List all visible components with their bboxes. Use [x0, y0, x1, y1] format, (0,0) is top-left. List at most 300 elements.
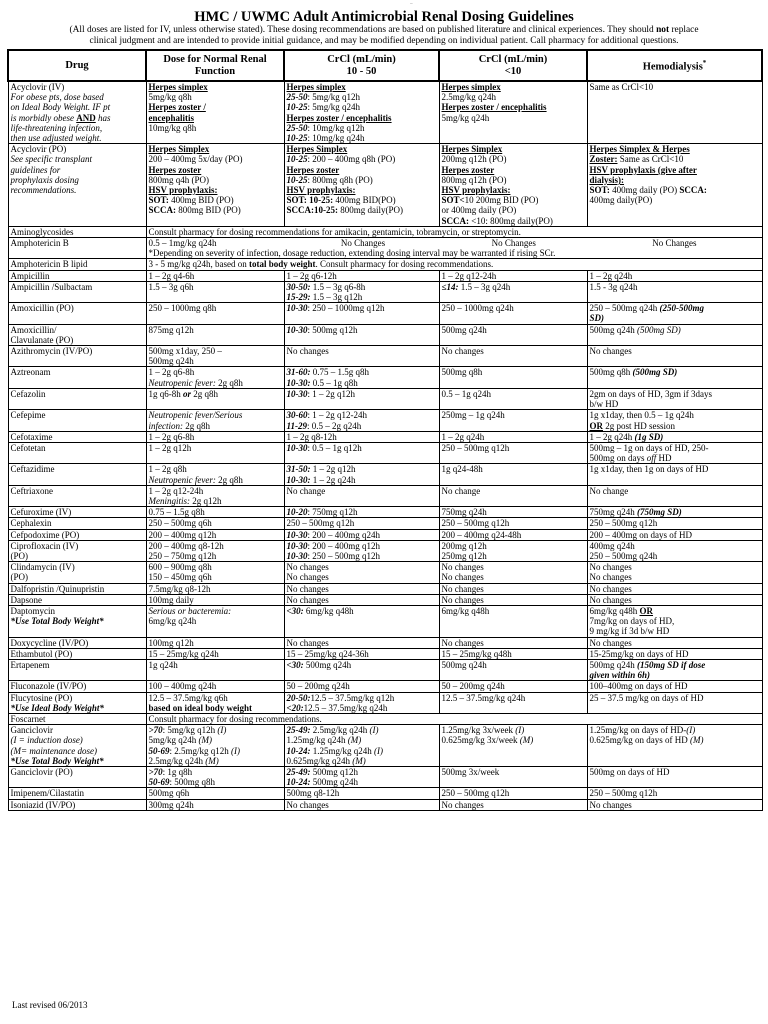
- cell-text: 250 – 500mg q12h: [286, 518, 355, 529]
- cell-text: HSV prophylaxis:: [286, 185, 356, 196]
- cell-line: [149, 584, 282, 594]
- table-row: [8, 281, 762, 302]
- table-row: [8, 507, 762, 518]
- hemodialysis-cell: [587, 605, 762, 637]
- cell-line: [149, 649, 282, 659]
- cell-text: 500mg on days of HD: [589, 767, 670, 777]
- cell-line: [442, 195, 585, 205]
- cell-text: 5mg/kg q24h: [441, 112, 490, 123]
- cell-text: Same as CrCl<10: [589, 82, 654, 92]
- cell-line: [287, 325, 437, 335]
- drug-cell: [8, 648, 146, 659]
- crcl-10-50-cell: [284, 799, 439, 810]
- cell-line: [11, 725, 144, 735]
- cell-text: 11-29: [286, 420, 308, 431]
- cell-text: No changes: [286, 637, 329, 648]
- hemodialysis-cell: [587, 594, 762, 605]
- cell-text: 200mg BID (PO): [473, 195, 539, 206]
- cell-text: OR: [589, 420, 603, 431]
- cell-line: [11, 767, 144, 777]
- hemodialysis-cell: [587, 410, 762, 431]
- drug-cell: [8, 713, 146, 724]
- cell-text: Herpes simplex: [286, 82, 346, 92]
- cell-line: [11, 144, 144, 154]
- crcl-10-50-cell: [284, 324, 439, 345]
- cell-text: (I): [515, 725, 525, 736]
- header-mark: ~: [410, 2, 413, 7]
- cell-text: encephalitis: [148, 112, 195, 123]
- crcl-lt-10-cell: [439, 529, 587, 540]
- drug-cell: [8, 431, 146, 442]
- cell-text: off: [646, 453, 657, 464]
- cell-line: [590, 165, 760, 175]
- cell-text: OR: [639, 605, 654, 616]
- cell-line: [287, 518, 437, 528]
- note-cell: [146, 226, 762, 237]
- crcl-lt-10-cell: [439, 767, 587, 788]
- cell-line: [590, 399, 760, 409]
- cell-line: [590, 154, 760, 164]
- cell-line: [149, 227, 760, 237]
- cell-text: *Use Total Body Weight*: [10, 616, 104, 627]
- table-row: [8, 692, 762, 713]
- cell-text: 500mg q8-12h: [286, 788, 340, 799]
- cell-line: [590, 421, 760, 431]
- intro-text-a: (All doses are listed for IV, unless otherwise stated). These dosing recommendations are based on published literature and clinical experiences. They should: [69, 25, 657, 35]
- header-hemodialysis: Hemodialysis*: [587, 50, 762, 81]
- cell-line: [149, 714, 760, 724]
- cell-text: : 10mg/kg q12h: [307, 122, 365, 133]
- cell-line: [287, 595, 437, 605]
- cell-text: (I): [369, 725, 379, 736]
- cell-text: 1 – 2g q24h: [589, 270, 633, 281]
- cell-text: 10: [464, 195, 474, 206]
- cell-line: [442, 346, 585, 356]
- crcl-lt-10-cell: [439, 788, 587, 799]
- cell-line: [11, 175, 144, 185]
- hemodialysis-cell: [587, 270, 762, 281]
- cell-line: [590, 410, 760, 420]
- cell-line: [288, 238, 438, 248]
- cell-text: 1.5 – 3g q6-8h: [310, 281, 366, 292]
- normal-dose-cell: [146, 799, 284, 810]
- crcl-10-50-cell: [284, 540, 439, 561]
- cell-line: [149, 788, 282, 798]
- cell-line: [590, 175, 760, 185]
- cell-line: [442, 144, 585, 154]
- cell-text: 25-49:: [286, 767, 311, 777]
- cell-line: [11, 227, 144, 237]
- cell-line: [442, 638, 585, 648]
- cell-text: 10-25: [286, 133, 308, 144]
- cell-text: : 1g q8h: [162, 767, 193, 777]
- cell-text: 100–400mg on days of HD: [589, 681, 688, 692]
- cell-text: prophylaxis dosing: [10, 174, 79, 185]
- cell-text: 875mg q12h: [148, 324, 194, 335]
- cell-text: (250-500mg: [657, 303, 705, 314]
- cell-line: [149, 102, 282, 112]
- cell-text: 800mg q4h (PO): [148, 174, 209, 185]
- cell-line: [442, 660, 585, 670]
- crcl-10-50-cell: [284, 144, 439, 227]
- cell-line: [11, 746, 144, 756]
- normal-dose-cell: [146, 485, 284, 506]
- cell-text: : 0.5 – 2g q24h: [307, 420, 362, 431]
- cell-text: (M): [519, 735, 534, 746]
- cell-line: [11, 530, 144, 540]
- cell-text: 10-30: [286, 442, 308, 453]
- drug-cell: [8, 324, 146, 345]
- cell-line: [11, 486, 144, 496]
- hemodialysis-cell: [587, 388, 762, 409]
- cell-text: 750mg q24h: [441, 507, 487, 518]
- cell-text: Flucytosine (PO): [10, 692, 73, 703]
- cell-line: [287, 530, 437, 540]
- cell-text: Ganciclovir: [10, 725, 53, 736]
- cell-line: [590, 443, 760, 453]
- normal-dose-cell: [146, 518, 284, 529]
- cell-text: 15 – 25mg/kg q48h: [441, 648, 512, 659]
- cell-text: 400mg daily(PO): [589, 195, 653, 206]
- cell-text: No change: [589, 485, 629, 496]
- cell-line: [287, 113, 437, 123]
- cell-text: 10-30:: [286, 474, 311, 485]
- normal-dose-cell: [146, 442, 284, 463]
- cell-text: SOT<: [441, 195, 465, 206]
- table-row: [8, 583, 762, 594]
- cell-text: Daptomycin: [10, 605, 55, 616]
- cell-line: [11, 133, 144, 143]
- cell-line: [149, 165, 282, 175]
- cell-text: 500mg q8h: [441, 367, 483, 378]
- cell-text: dialysis):: [589, 174, 625, 185]
- cell-text: : 250 – 1000mg q12h: [307, 303, 385, 314]
- crcl-lt-10-cell: [439, 681, 587, 692]
- table-row: [8, 605, 762, 637]
- drug-cell: [8, 788, 146, 799]
- normal-dose-cell: [146, 367, 284, 388]
- cell-line: [590, 735, 760, 745]
- drug-cell: [8, 485, 146, 506]
- normal-dose-cell: [146, 464, 284, 485]
- cell-line: [442, 303, 585, 313]
- cell-line: [590, 572, 760, 582]
- cell-line: [590, 432, 760, 442]
- cell-line: [11, 800, 144, 810]
- crcl-lt-10-cell: [439, 388, 587, 409]
- crcl-10-50-cell: [284, 507, 439, 518]
- cell-line: [11, 259, 144, 269]
- table-row: [8, 485, 762, 506]
- cell-text: Herpes simplex: [148, 82, 208, 92]
- note-cell: [146, 259, 762, 270]
- hemodialysis-cell: [587, 788, 762, 799]
- cell-line: [590, 767, 760, 777]
- cell-text: 50 – 200mg q24h: [286, 681, 350, 692]
- cell-text: 200 – 400mg on days of HD: [589, 529, 692, 540]
- cell-line: [11, 660, 144, 670]
- cell-text: : 2.5mg/kg q12h: [169, 745, 232, 756]
- table-row: [8, 767, 762, 788]
- cell-text: Foscarnet: [10, 713, 46, 724]
- cell-line: [442, 649, 585, 659]
- drug-cell: [8, 410, 146, 431]
- cell-text: b/w HD: [589, 399, 619, 410]
- cell-text: 25 – 37.5 mg/kg on days of HD: [589, 692, 704, 703]
- cell-text: SCCA:: [441, 215, 470, 226]
- crcl-10-50-cell: [284, 367, 439, 388]
- cell-text: . Consult pharmacy for dosing recommendations.: [315, 259, 494, 270]
- cell-line: [442, 154, 585, 164]
- cell-text: : 250 – 500mg q12h: [307, 550, 381, 561]
- cell-line: [590, 144, 760, 154]
- cell-line: [442, 518, 585, 528]
- cell-text: 1.25mg/kg q24h: [310, 745, 375, 756]
- cell-text: (500mg SD): [632, 367, 678, 378]
- cell-text: Herpes zoster: [286, 164, 340, 175]
- drug-cell: [8, 518, 146, 529]
- cell-text: No change: [441, 485, 481, 496]
- cell-line: [442, 693, 585, 703]
- cell-line: [287, 195, 437, 205]
- table-row: [8, 540, 762, 561]
- cell-text: 6mg/kg q48h: [303, 605, 354, 616]
- cell-text: Imipenem/Cilastatin: [10, 788, 84, 799]
- cell-line: [590, 595, 760, 605]
- cell-text: 500mg q12h: [310, 767, 359, 777]
- cell-text: No changes: [286, 583, 329, 594]
- cell-text: 15-29:: [286, 292, 311, 303]
- cell-text: 10-24:: [286, 777, 311, 788]
- cell-text: No changes: [286, 562, 329, 573]
- cell-line: [590, 185, 760, 195]
- cell-text: <30:: [286, 605, 304, 616]
- cell-line: [11, 518, 144, 528]
- cell-line: [149, 681, 282, 691]
- cell-line: [590, 303, 760, 313]
- cell-text: 1 – 2g q12h: [310, 464, 356, 475]
- cell-line: [149, 82, 282, 92]
- cell-text: No changes: [441, 594, 484, 605]
- cell-line: [11, 756, 144, 766]
- cell-line: [149, 443, 282, 453]
- cell-line: [442, 606, 585, 616]
- cell-text: 500mg q24h: [303, 659, 352, 670]
- normal-dose-cell: [146, 659, 284, 680]
- cell-text: Dapsone: [10, 594, 42, 605]
- cell-text: guidelines for: [10, 164, 61, 175]
- cell-text: or: [183, 388, 192, 399]
- drug-cell: [8, 681, 146, 692]
- cell-text: 1 – 2g q8h: [148, 464, 187, 475]
- cell-text: 1 – 2g q8-12h: [286, 431, 337, 442]
- cell-line: [590, 486, 760, 496]
- cell-text: (I): [686, 725, 696, 736]
- normal-dose-cell: [146, 648, 284, 659]
- table-row: [8, 270, 762, 281]
- cell-line: [149, 562, 282, 572]
- cell-text: 50 – 200mg q24h: [441, 681, 505, 692]
- normal-dose-cell: [146, 507, 284, 518]
- cell-text: : 10mg/kg q24h: [307, 133, 365, 144]
- header-normal-function: Dose for Normal Renal Function: [146, 50, 284, 81]
- cell-line: [442, 584, 585, 594]
- cell-text: 150 – 450mg q6h: [148, 572, 212, 583]
- cell-line: [11, 649, 144, 659]
- cell-text: SD): [589, 313, 605, 324]
- cell-text: Cefepime: [10, 410, 46, 421]
- cell-line: [590, 649, 760, 659]
- hemodialysis-cell: [587, 346, 762, 367]
- cell-text: (500mg SD): [637, 324, 681, 335]
- cell-line: [11, 303, 144, 313]
- cell-line: [149, 572, 282, 582]
- cell-line: [11, 584, 144, 594]
- cell-line: [442, 271, 585, 281]
- cell-text: 2g post HD session: [603, 420, 676, 431]
- cell-line: [11, 562, 144, 572]
- cell-line: [149, 800, 282, 810]
- cell-line: [442, 113, 585, 123]
- cell-line: [590, 660, 760, 670]
- cell-text: 1 – 2g q6-8h: [148, 431, 195, 442]
- cell-line: [590, 681, 760, 691]
- cell-line: [442, 735, 585, 745]
- cell-text: Cephalexin: [10, 518, 52, 529]
- cell-line: [590, 313, 760, 323]
- crcl-10-50-cell: [284, 767, 439, 788]
- crcl-lt-10-cell: [439, 324, 587, 345]
- cell-text: given within 6h): [589, 670, 651, 681]
- cell-text: Fluconazole (IV/PO): [10, 681, 87, 692]
- cell-text: 2.5mg/kg q24h: [148, 755, 206, 766]
- cell-line: [442, 767, 585, 777]
- cell-text: 1.5 - 3g q24h: [589, 281, 638, 292]
- cell-line: [11, 92, 144, 102]
- crcl-lt-10-cell: [439, 270, 587, 281]
- cell-line: [149, 595, 282, 605]
- hemodialysis-cell: [587, 144, 762, 227]
- normal-dose-cell: [146, 431, 284, 442]
- cell-line: [287, 584, 437, 594]
- crcl-lt-10-cell: [439, 605, 587, 637]
- cell-text: ≤14:: [441, 281, 459, 292]
- table-row: [8, 713, 762, 724]
- cell-text: 1 – 2g q24h: [310, 474, 356, 485]
- cell-text: 1 – 2g q12-24h: [441, 270, 497, 281]
- crcl-10-50-cell: [284, 681, 439, 692]
- crcl-10-50-cell: [284, 637, 439, 648]
- cell-line: [287, 410, 437, 420]
- cell-text: 1.25mg/kg 3x/week: [441, 725, 516, 736]
- table-row: [8, 659, 762, 680]
- cell-text: 2g q8h: [183, 420, 210, 431]
- cell-line: [287, 649, 437, 659]
- cell-line: [442, 432, 585, 442]
- cell-line: [287, 551, 437, 561]
- table-row: [8, 518, 762, 529]
- last-revised: Last revised 06/2013: [12, 1000, 88, 1010]
- cell-line: [287, 486, 437, 496]
- table-row: [8, 346, 762, 367]
- cell-text: Clavulanate (PO): [10, 334, 74, 345]
- normal-dose-cell: [146, 270, 284, 281]
- cell-line: [442, 165, 585, 175]
- cell-text: 30-60: [286, 410, 308, 421]
- normal-dose-cell: [146, 529, 284, 540]
- cell-line: [149, 518, 282, 528]
- table-row: [8, 594, 762, 605]
- cell-line: [11, 389, 144, 399]
- cell-line: [589, 238, 759, 248]
- cell-line: [287, 767, 437, 777]
- crcl-lt-10-cell: [439, 281, 587, 302]
- crcl-lt-10-cell: [439, 540, 587, 561]
- drug-cell: [8, 767, 146, 788]
- normal-dose-cell: [146, 303, 284, 324]
- cell-line: [149, 282, 282, 292]
- cell-text: 0.5 – 1g q8h: [310, 377, 358, 388]
- cell-text: Zoster:: [589, 154, 618, 165]
- cell-line: [590, 325, 760, 335]
- cell-line: [11, 703, 144, 713]
- normal-dose-cell: [146, 410, 284, 431]
- cell-text: No change: [286, 485, 326, 496]
- cell-line: [287, 144, 437, 154]
- cell-text: No Changes: [491, 238, 536, 249]
- cell-text: 500mg q24h: [148, 356, 194, 367]
- cell-text: 9 mg/kg if 3d b/w HD: [589, 626, 670, 637]
- cell-text: Doxycycline (IV/PO): [10, 637, 89, 648]
- cell-text: 400mg BID(PO): [333, 195, 396, 206]
- cell-line: [287, 123, 437, 133]
- cell-line: [287, 389, 437, 399]
- drug-cell: [8, 303, 146, 324]
- cell-text: 250 – 1000mg q24h: [441, 303, 514, 314]
- header-crcl-lt-10: CrCl (mL/min) <10: [439, 50, 587, 81]
- drug-cell: [8, 388, 146, 409]
- crcl-10-50-cell: [284, 692, 439, 713]
- cell-line: [442, 410, 585, 420]
- cell-text: HSV prophylaxis (give after: [589, 164, 697, 175]
- crcl-lt-10-cell: [439, 410, 587, 431]
- cell-text: Amphotericin B: [10, 238, 69, 249]
- cell-text: : 500mg q12h: [307, 324, 358, 335]
- cell-line: [149, 616, 282, 626]
- cell-line: [590, 606, 760, 616]
- header-crcl-10-50: CrCl (mL/min) 10 - 50: [284, 50, 439, 81]
- cell-line: [442, 92, 585, 102]
- hemodialysis-cell: [587, 281, 762, 302]
- cell-text: (PO): [10, 572, 28, 583]
- cell-text: 250 – 500mg q24h: [589, 303, 658, 314]
- drug-cell: [8, 507, 146, 518]
- cell-text: Herpes zoster: [148, 164, 202, 175]
- cell-line: [287, 735, 437, 745]
- cell-text: 200mg q12h: [441, 540, 487, 551]
- cell-line: [149, 746, 282, 756]
- crcl-10-50-cell: [284, 388, 439, 409]
- drug-cell: [8, 281, 146, 302]
- cell-text: 250 – 500mg q12h: [441, 442, 510, 453]
- hemodialysis-cell: [587, 799, 762, 810]
- normal-dose-cell: [146, 637, 284, 648]
- cell-line: [590, 282, 760, 292]
- cell-text: Dalfopristin /Quinupristin: [10, 583, 105, 594]
- drug-cell: [8, 238, 146, 259]
- cell-line: [287, 562, 437, 572]
- drug-cell: [8, 144, 146, 227]
